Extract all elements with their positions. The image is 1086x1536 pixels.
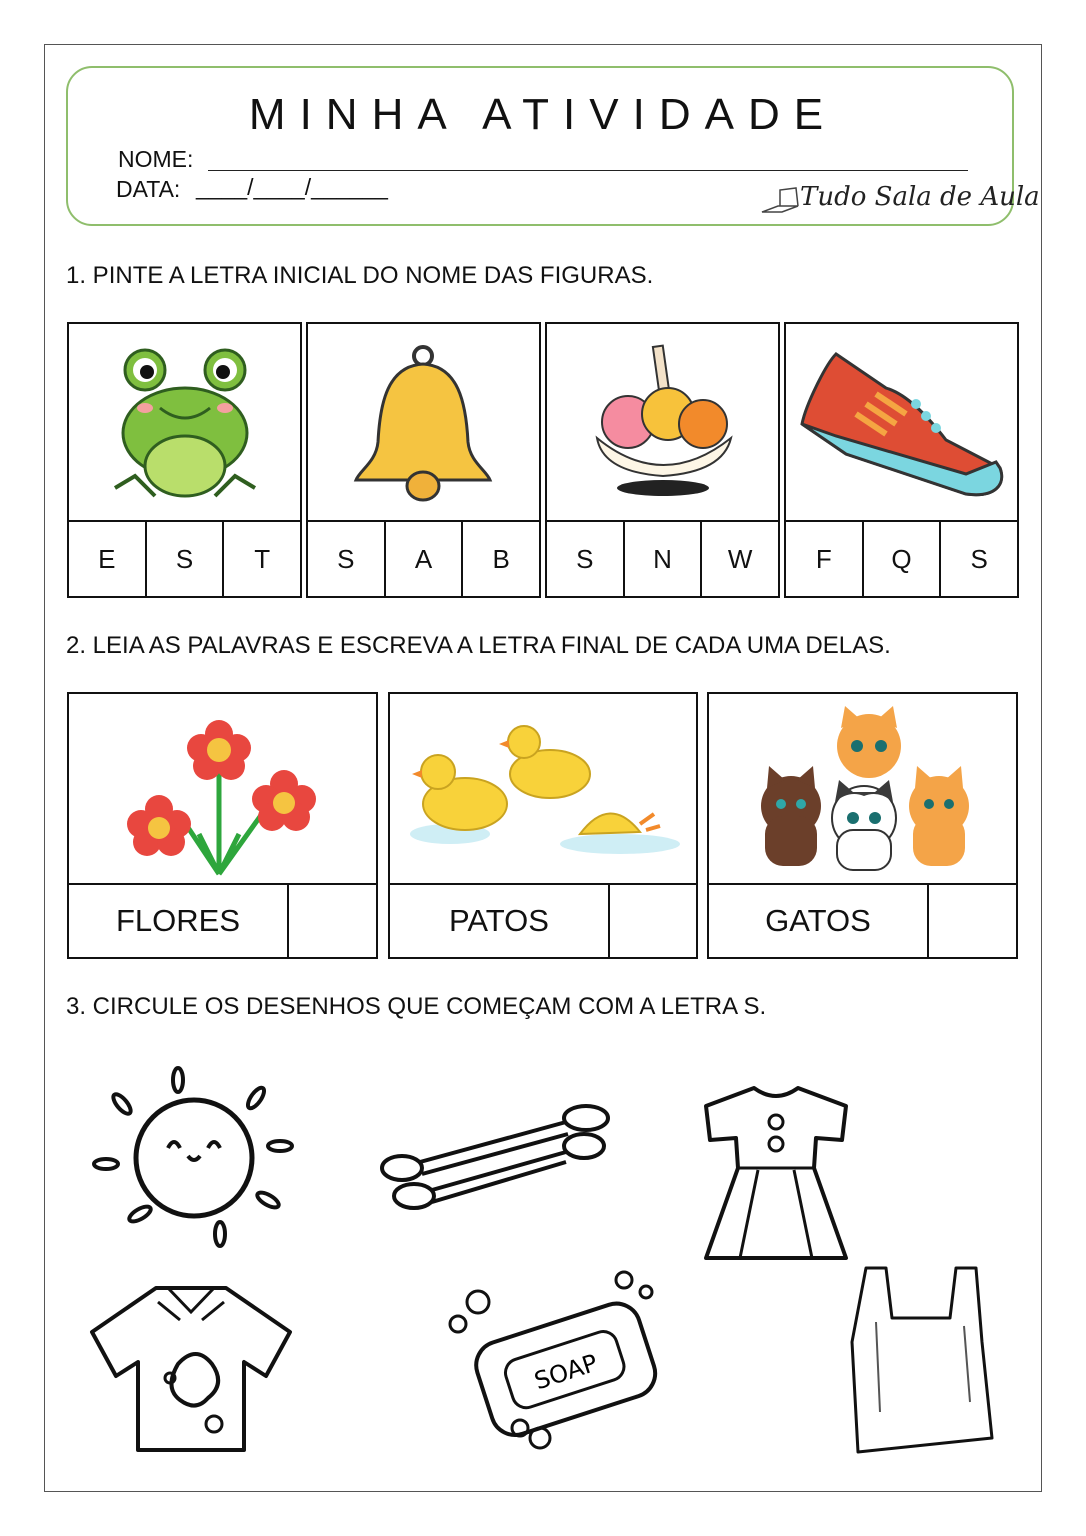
answer-box[interactable] — [289, 885, 376, 957]
question-1: 1. PINTE A LETRA INICIAL DO NOME DAS FIGURAS. — [66, 262, 654, 289]
ducks-icon — [410, 714, 680, 864]
letter-option[interactable]: W — [700, 522, 778, 596]
page-title: MINHA ATIVIDADE — [248, 90, 838, 139]
plastic-bag-icon[interactable] — [846, 1262, 996, 1457]
letter-option[interactable]: T — [222, 522, 300, 596]
dress-icon[interactable] — [696, 1082, 856, 1267]
word-label: GATOS — [709, 885, 929, 957]
letter-option[interactable]: S — [939, 522, 1017, 596]
letter-option[interactable]: S — [145, 522, 223, 596]
q2-card-cats — [707, 692, 1018, 959]
letter-option[interactable]: S — [337, 543, 355, 574]
flowers-icon — [119, 704, 329, 879]
letter-option[interactable]: B — [461, 522, 539, 596]
soap-icon[interactable] — [440, 1268, 660, 1453]
question-3: 3. CIRCULE OS DESENHOS QUE COMEÇAM COM A LETRA S. — [66, 993, 767, 1020]
bell-icon — [348, 342, 498, 502]
word-label: FLORES — [69, 885, 289, 957]
question-2: 2. LEIA AS PALAVRAS E ESCREVA A LETRA FINAL DE CADA UMA DELAS. — [66, 632, 891, 659]
soap-label: SOAP — [530, 1348, 602, 1396]
letter-option[interactable]: S — [576, 543, 594, 574]
answer-box[interactable] — [929, 885, 1016, 957]
q2-card-flowers — [67, 692, 378, 959]
letter-option[interactable]: F — [815, 543, 832, 574]
letter-option[interactable]: E — [98, 543, 116, 574]
cats-icon — [749, 706, 979, 871]
name-label: NOME: — [118, 146, 194, 172]
q1-card-sundae — [545, 322, 780, 598]
cotton-swabs-icon[interactable] — [378, 1100, 613, 1215]
answer-box[interactable] — [610, 885, 696, 957]
q1-card-frog — [67, 322, 302, 598]
name-field[interactable] — [208, 146, 968, 171]
letter-option[interactable]: N — [623, 522, 701, 596]
sun-icon[interactable] — [90, 1064, 300, 1249]
date-label: DATA: — [116, 176, 181, 202]
letter-option[interactable]: A — [384, 522, 462, 596]
tshirt-icon[interactable] — [86, 1278, 296, 1458]
sneaker-icon — [796, 344, 1006, 504]
date-field[interactable]: ____/____/______ — [196, 174, 388, 200]
q1-card-sneaker — [784, 322, 1019, 598]
ice-cream-sundae-icon — [583, 342, 743, 502]
brand-logo: Tudo Sala de Aula — [800, 182, 1040, 212]
q1-card-bell — [306, 322, 541, 598]
letter-option[interactable]: Q — [862, 522, 940, 596]
q2-card-ducks — [388, 692, 698, 959]
word-label: PATOS — [390, 885, 610, 957]
book-logo-icon — [760, 186, 800, 216]
frog-icon — [105, 348, 265, 508]
